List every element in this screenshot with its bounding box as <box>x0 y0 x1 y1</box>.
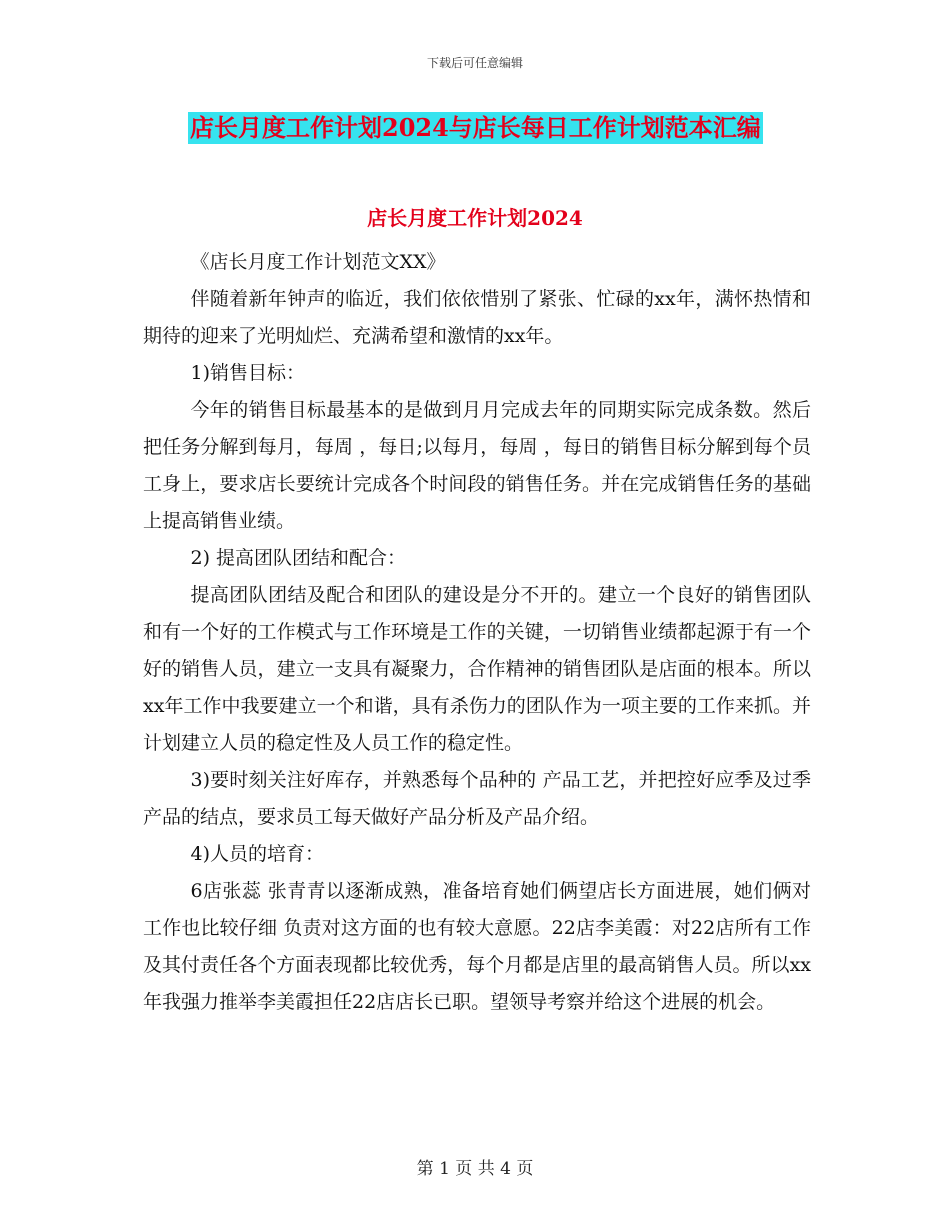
item-heading-sales-target: 1)销售目标： <box>190 362 306 384</box>
document-title: 店长月度工作计划2024与店长每日工作计划范本汇编 <box>190 113 761 142</box>
sales-target-paragraph: 今年的销售目标最基本的是做到月月完成去年的同期实际完成条数。然后把任务分解到每月，每周 ，每日;以每月，每周 ，每日的销售目标分解到每个员工身上，要求店长要统计完成各个时间段的销售任务。并在完成销售任务的基础上提高销售业绩。 <box>143 399 811 532</box>
staff-training-paragraph: 6店张蕊 张青青以逐渐成熟，准备培育她们俩望店长方面进展，她们俩对工作也比较仔细 负责对这方面的也有较大意愿。22店李美霞：对22店所有工作及其付责任各个方面表现都比较优秀，每个月都是店里的最高销售人员。所以xx年我强力推举李美霞担任22店店长已职。望领导考察并给这个进展的机会。 <box>143 880 811 1013</box>
header-note: 下载后可任意编辑 <box>426 56 523 70</box>
inventory-paragraph: 3)要时刻关注好库存，并熟悉每个品种的 产品工艺，并把控好应季及过季产品的结点，要求员工每天做好产品分析及产品介绍。 <box>143 769 811 828</box>
document-body <box>143 244 811 1021</box>
team-paragraph: 提高团队团结及配合和团队的建设是分不开的。建立一个良好的销售团队和有一个好的工作模式与工作环境是工作的关键，一切销售业绩都起源于有一个好的销售人员，建立一支具有凝聚力，合作精神的销售团队是店面的根本。所以xx年工作中我要建立一个和谐，具有杀伤力的团队作为一项主要的工作来抓。并计划建立人员的稳定性及人员工作的稳定性。 <box>143 584 811 754</box>
intro-paragraph: 伴随着新年钟声的临近，我们依依惜别了紧张、忙碌的xx年，满怀热情和期待的迎来了光明灿烂、充满希望和激情的xx年。 <box>143 288 811 347</box>
item-heading-staff-training: 4)人员的培育： <box>190 843 325 865</box>
doc-subtitle: 《店长月度工作计划范文XX》 <box>190 251 446 273</box>
section-title: 店长月度工作计划2024 <box>367 206 583 230</box>
page-footer: 第 1 页 共 4 页 <box>416 1159 534 1179</box>
item-heading-team: 2) 提高团队团结和配合： <box>190 547 407 569</box>
